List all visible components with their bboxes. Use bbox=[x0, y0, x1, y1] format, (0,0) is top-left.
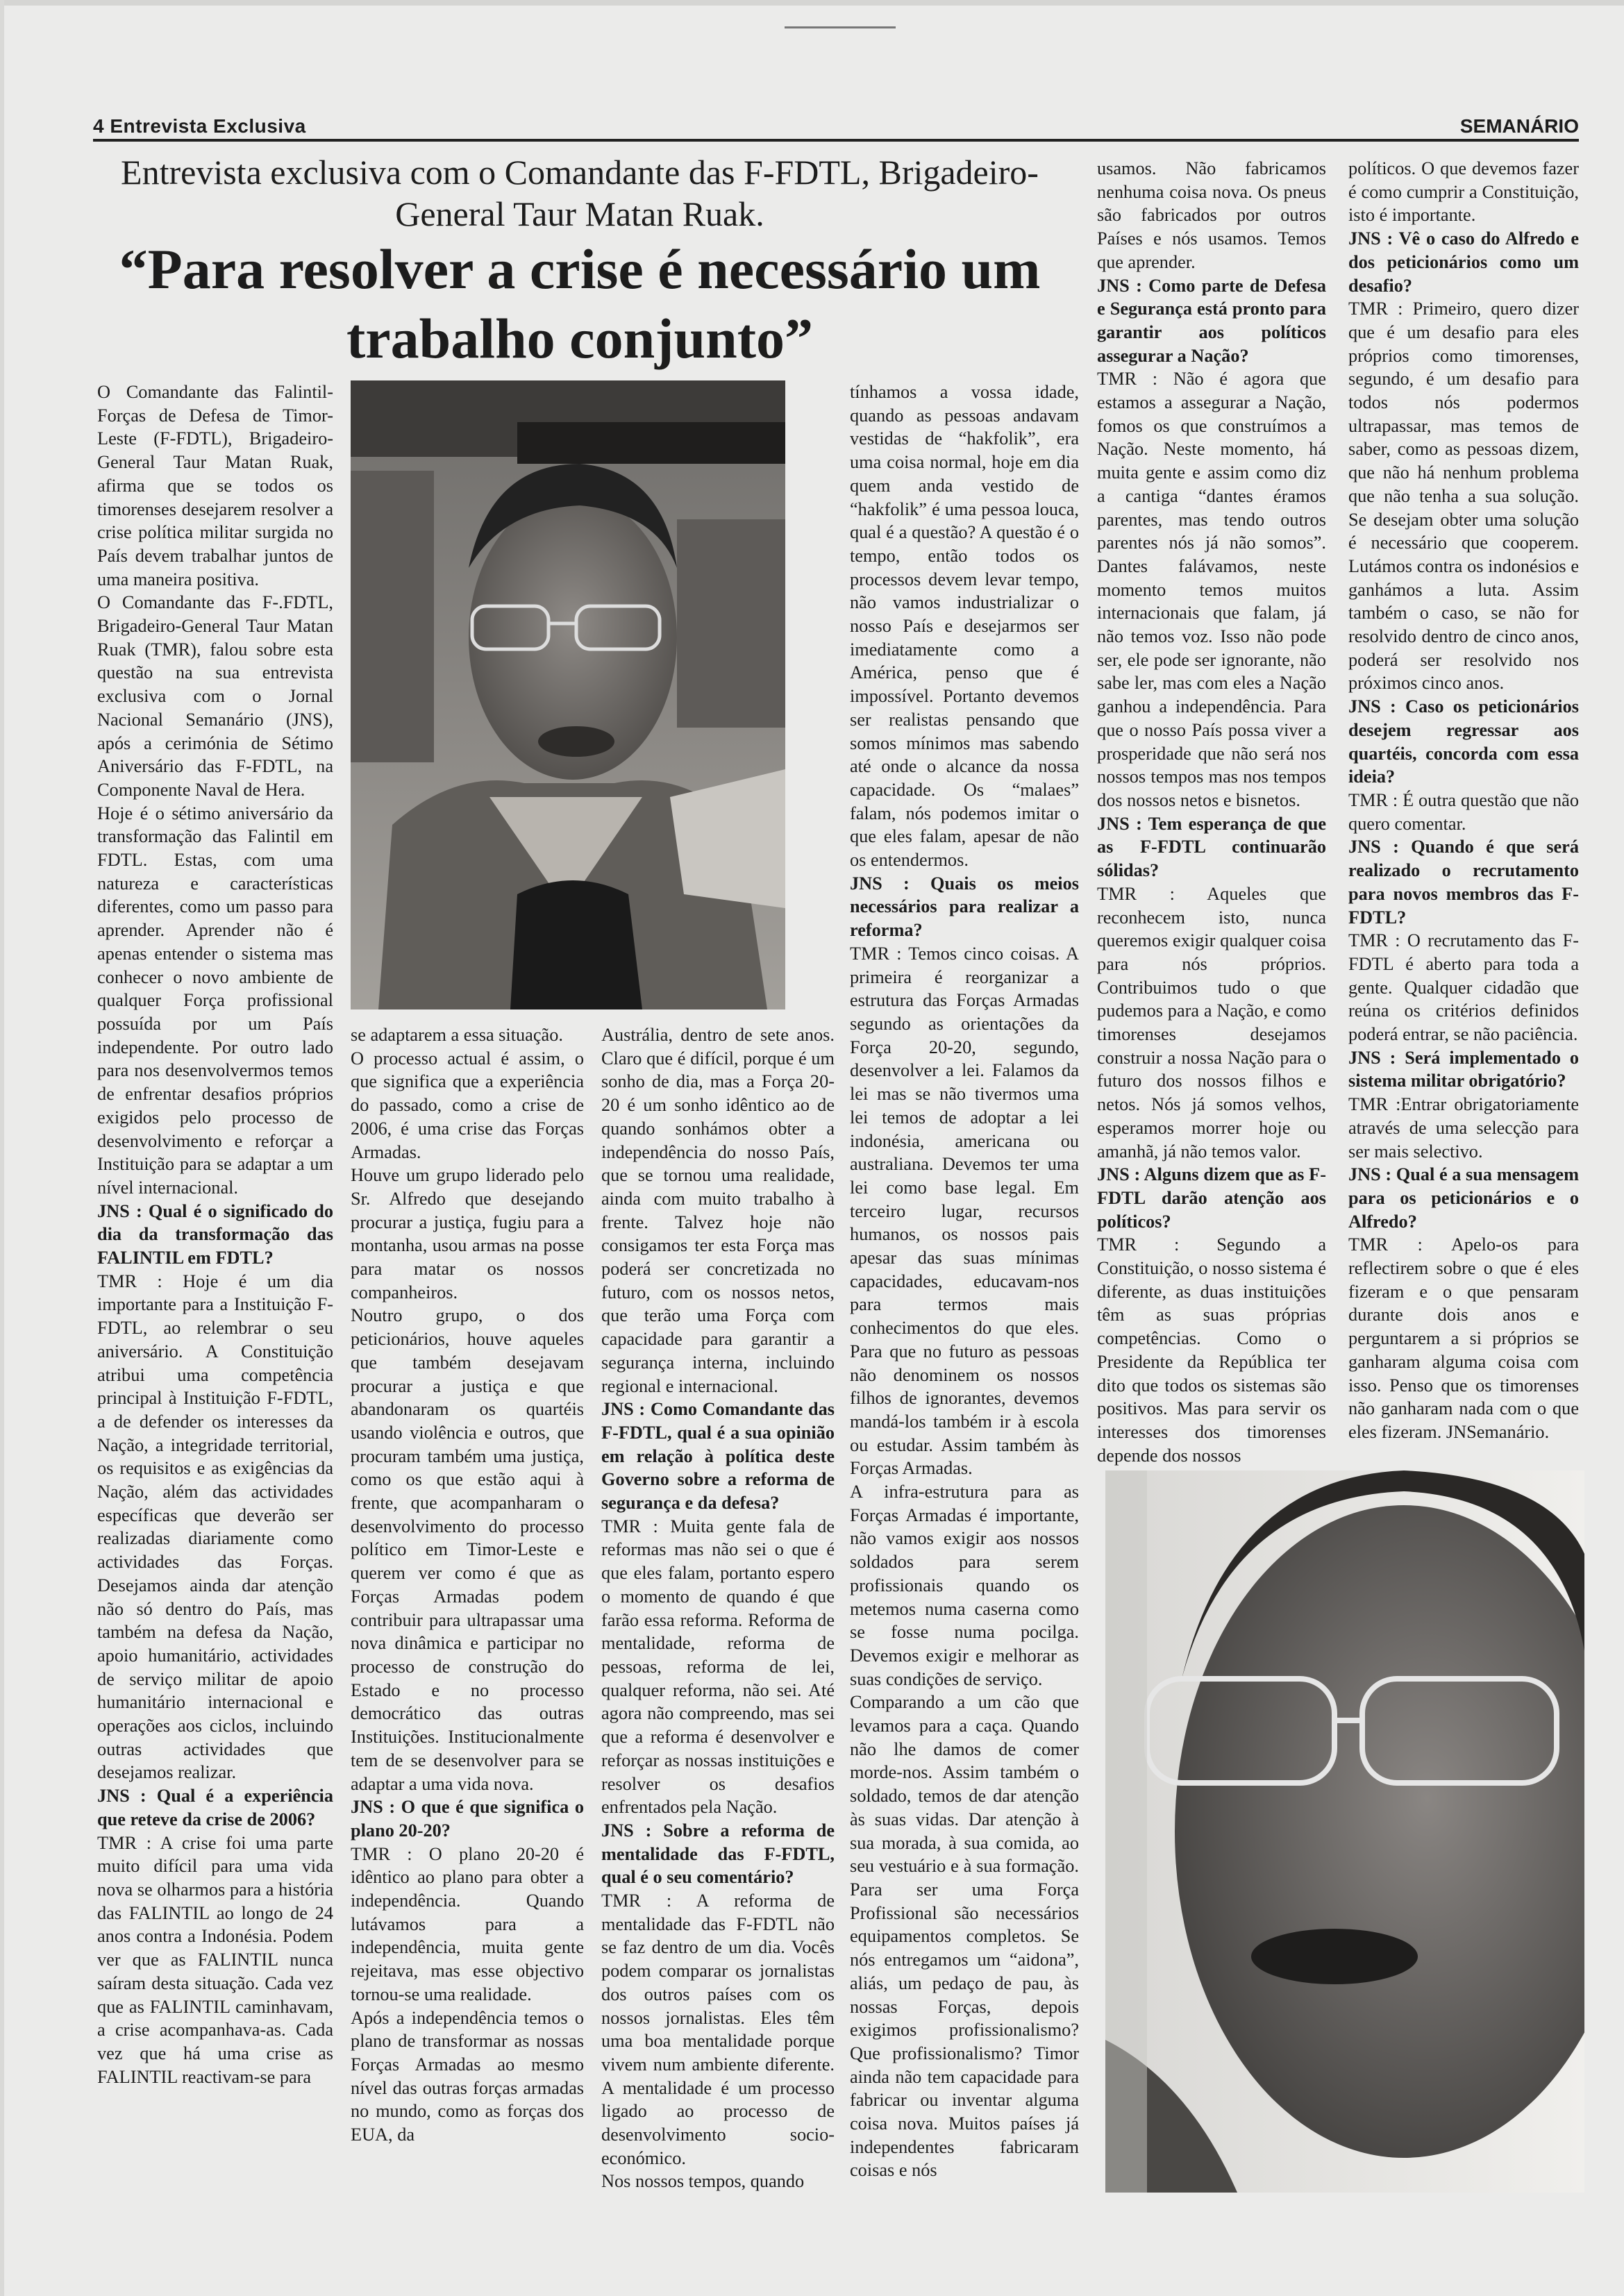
interview-question: JNS : Quais os meios necessários para realizar a reforma? bbox=[850, 873, 1079, 941]
interview-question: JNS : Alguns dizem que as F-FDTL darão atenção aos políticos? bbox=[1097, 1164, 1326, 1232]
article-column-5 bbox=[1348, 157, 1579, 1466]
paragraph: A infra-estrutura para as Forças Armadas é importante, não vamos exigir aos nossos soldados para serem profissionais quando os metemos numa caserna como se fosse numa pocilga. Devemos exigir e melhorar as suas condições de serviço. bbox=[850, 1482, 1079, 1689]
paragraph: TMR : Apelo-os para reflectirem sobre o que é eles fizeram e o que pensaram durante dois anos e perguntarem a si próprios se ganharam alguma coisa com isso. Penso que os timorenses não ganharam nada com o que eles fizeram. JNSemanário. bbox=[1348, 1234, 1579, 1442]
paragraph: TMR : O plano 20-20 é idêntico ao plano para obter a independência. Quando lutávamos para a independência, muita gente rejeitava, mas esse objectivo tornou-se uma realidade. bbox=[351, 1843, 584, 2004]
interview-question: JNS : Tem esperança de que as F-FDTL continuarão sólidas? bbox=[1097, 813, 1326, 881]
paragraph: TMR : Primeiro, quero dizer que é um desafio para eles próprios como timorenses, segundo, é um desafio para todos nós podermos ultrapassar, mas temos de saber, como as pessoas dizem, que não há nenhum problema que não tenha a sua solução. Se desejam obter uma solução é necessário que cooperem. Lutámos contra os indonésios e ganhámos a luta. Assim também o caso, se não for resolvido dentro de cinco anos, poderá ser resolvido nos próximos cinco anos. bbox=[1348, 299, 1579, 694]
paragraph: tínhamos a vossa idade, quando as pessoas andavam vestidas de “hakfolik”, era uma coisa normal, hoje em dia quem anda vestido de “hakfolik” é uma pessoa louca, qual é a questão? A questão é o tempo, então todos os processos devem levar tempo, não vamos industrializar o nosso País e desejarmos ser imediatamente como a América, penso que é impossível. Portanto devemos ser realistas pensando que somos mínimos mas sabendo até onde o alcance da nossa capacidade. Os “malaes” falam, nós podemos imitar o que eles falam, apesar de não os entendermos. bbox=[850, 382, 1079, 871]
interview-question: JNS : Como parte de Defesa e Segurança está pronto para garantir aos políticos assegurar a Nação? bbox=[1097, 275, 1326, 366]
paragraph: TMR : A reforma de mentalidade das F-FDTL não se faz dentro de um dia. Vocês podem comparar os jornalistas dos outros países com os nossos jornalistas. Eles têm uma boa mentalidade porque vivem num ambiente diferente. A mentalidade é um processo ligado ao processo de desenvolvimento socio-económico. bbox=[601, 1891, 835, 2168]
newspaper-brand: SEMANÁRIO bbox=[1459, 115, 1579, 137]
paragraph: TMR :Entrar obrigatoriamente através de uma selecção para ser mais selectivo. bbox=[1348, 1094, 1579, 1162]
article-column-3 bbox=[850, 380, 1079, 2206]
article-column-4 bbox=[1097, 157, 1326, 1466]
paragraph: se adaptarem a essa situação. bbox=[351, 1025, 563, 1045]
paragraph: TMR : Não é agora que estamos a assegurar a Nação, fomos os que construímos a Nação. Neste momento, há muita gente e assim como diz a cantiga “dantes éramos parentes, mas tendo outros parentes nós já não somos”. Dantes falávamos, neste momento temos muitos internacionais que falam, já não temos voz. Isso não pode ser, ele pode ser ignorante, não sabe ler, mas com eles a Nação ganhou a independência. Para que o nosso País possa viver a prosperidade que não será nos nossos tempos mas nos tempos dos nossos netos e bisnetos. bbox=[1097, 369, 1326, 810]
interview-question: JNS : Vê o caso do Alfredo e dos peticionários como um desafio? bbox=[1348, 228, 1579, 296]
paragraph: O Comandante das F-.FDTL, Brigadeiro-General Taur Matan Ruak (TMR), falou sobre esta questão na sua entrevista exclusiva com o Jornal Nacional Semanário (JNS), após a cerimónia de Sétimo Aniversário das F-FDTL, na Componente Naval de Hera. bbox=[97, 592, 333, 800]
paragraph: usamos. Não fabricamos nenhuma coisa nova. Os pneus são fabricados por outros Países e nós usamos. Temos que aprender. bbox=[1097, 158, 1326, 272]
paragraph: TMR : O recrutamento das F-FDTL é aberto para toda a gente. Qualquer cidadão que reúna os critérios definidos poderá entrar, se não paciência. bbox=[1348, 930, 1579, 1045]
paragraph: O processo actual é assim, o que significa que a experiência do passado, como a crise de 2006, é uma crise das Forças Armadas. bbox=[351, 1048, 584, 1162]
article-headline: “Para resolver a crise é necessário um trabalho conjunto” bbox=[119, 237, 1041, 370]
paragraph: TMR : Hoje é um dia importante para a Instituição F-FDTL, ao relembrar o seu aniversário. A Constituição atribui uma competência principal à Instituição F-FDTL, a de defender os interesses da Nação, a integridade territorial, os requisitos e as exigências da Nação, além das actividades específicas que deverão ser realizadas diariamente como actividades das Forças. Desejamos ainda dar atenção não só dentro do País, mas também na defesa da Nação, apoio humanitário, actividades de serviço militar de apoio humanitário internacional e operações aos ciclos, incluindo outras actividades que desejamos realizar. bbox=[97, 1271, 333, 1783]
paragraph: TMR : É outra questão que não quero comentar. bbox=[1348, 789, 1579, 834]
paragraph: Comparando a um cão que levamos para a caça. Quando não lhe damos de comer morde-nos. Assim também o soldado, temos de dar atenção às suas vidas. Dar atenção à sua morada, à sua comida, ao seu vestuário e à sua formação. Para ser uma Força Profissional são necessários equipamentos completos. Se nós entregamos um “aidona”, aliás, um pedaço de pau, às nossas Forças, depois exigimos profissionalismo? Que profissionalismo? Timor ainda não tem capacidade para fabricar ou inventar alguma coisa nova. Muitos países já independentes fabricaram coisas e nós bbox=[850, 1692, 1079, 2181]
scan-edge-left bbox=[0, 0, 4, 2296]
interview-question: JNS : Qual é o significado do dia da transformação das FALINTIL em FDTL? bbox=[97, 1200, 333, 1268]
paragraph: Nos nossos tempos, quando bbox=[601, 2171, 805, 2192]
section-label: 4 Entrevista Exclusiva bbox=[93, 115, 306, 137]
scan-mark bbox=[785, 26, 896, 28]
interview-question: JNS : Qual é a sua mensagem para os peticionários e o Alfredo? bbox=[1348, 1164, 1579, 1232]
interview-question: JNS : Quando é que será realizado o recrutamento para novos membros das F-FDTL? bbox=[1348, 837, 1579, 928]
paragraph: Noutro grupo, o dos peticionários, houve aqueles que também desejavam procurar a justiça e que abandonaram os quartéis usando violência e outros, que procuram também uma justiça, como os que estão aqui à frente, que acompanharam o desenvolvimento do processo político em Timor-Leste e querem ver como é que as Forças Armadas podem contribuir para ultrapassar uma nova dinâmica e participar no processo de construção do Estado e no processo democrático das outras Instituições. Institucionalmente tem de se desenvolver para se adaptar a uma vida nova. bbox=[351, 1305, 584, 1794]
paragraph: TMR : Temos cinco coisas. A primeira é reorganizar a estrutura das Forças Armadas segundo as orientações da Força 20-20, segundo, desenvolver a lei. Falamos da lei mas se não tivermos uma lei temos de adoptar a lei indonésia, americana ou australiana. Devemos ter uma lei como base legal. Em terceiro lugar, recursos humanos, os nossos pais apesar das suas mínimas capacidades, educavam-nos para termos mais conhecimentos do que eles. Para que no futuro as pessoas não denominem os nossos filhos de ignorantes, devemos mandá-los também ir à escola ou estudar. Assim também às Forças Armadas. bbox=[850, 943, 1079, 1479]
interview-question: JNS : Qual é a experiência que reteve da crise de 2006? bbox=[97, 1786, 333, 1829]
paragraph: TMR : Muita gente fala de reformas mas não sei o que é que eles falam, portanto espero o momento de quando é que farão essa reforma. Reforma de mentalidade, reforma de pessoas, reforma de lei, qualquer reforma, não sei. Até agora não compreendo, mas sei que a reforma é desenvolver e reforçar as nossas instituições e resolver os desafios enfrentados pela Nação. bbox=[601, 1516, 835, 1818]
interview-question: JNS : Sobre a reforma de mentalidade das F-FDTL, qual é o seu comentário? bbox=[601, 1820, 835, 1888]
paragraph: Austrália, dentro de sete anos. Claro que é difícil, porque é um sonho de dia, mas a Força 20-20 é um sonho idêntico ao de quando sonhámos obter a independência do nosso País, que se tornou uma realidade, ainda com muito trabalho à frente. Talvez hoje não consigamos ter esta Força mas poderá ser concretizada no futuro, com os nossos netos, que terão uma Força com capacidade para garantir a segurança interna, incluindo regional e internacional. bbox=[601, 1025, 835, 1396]
paragraph: políticos. O que devemos fazer é como cumprir a Constituição, isto é importante. bbox=[1348, 158, 1579, 226]
article-kicker: Entrevista exclusiva com o Comandante das F-FDTL, Brigadeiro-General Taur Matan Ruak. bbox=[121, 153, 1039, 233]
article-column-2 bbox=[351, 1023, 584, 2206]
paragraph: Hoje é o sétimo aniversário da transformação das Falintil em FDTL. Estas, com uma natureza e características diferentes, como um passo para aprender. Aprender não é apenas entender o sistema mas conhecer o novo ambiente de qualquer Força profissional possuída por um País independente. Por outro lado para nos desenvolvermos temos de enfrentar desafios próprios exigidos pelo processo de desenvolvimento e reforçar a Instituição para se adaptar a um nível internacional. bbox=[97, 803, 333, 1198]
scan-edge-top bbox=[0, 0, 1624, 6]
article-column-1 bbox=[97, 380, 333, 2206]
paragraph: TMR : Aqueles que reconhecem isto, nunca queremos exigir qualquer coisa para nós próprios. Contribuimos tudo o que pudemos para a Nação, e como timorenses desejamos construir a nossa Nação para o futuro dos nossos filhos e netos. Nós já somos velhos, esperamos morrer hoje ou amanhã, já não temos valor. bbox=[1097, 883, 1326, 1162]
interview-question: JNS : Como Comandante das F-FDTL, qual é a sua opinião em relação à política deste Governo sobre a reforma de segurança e da defesa? bbox=[601, 1399, 835, 1514]
commander-photo-top bbox=[351, 380, 785, 1009]
paragraph: O Comandante das Falintil-Forças de Defesa de Timor-Leste (F-FDTL), Brigadeiro-General Taur Matan Ruak, afirma que se todos os timorenses desejarem resolver a crise política militar surgida no País devem trabalhar juntos de uma maneira positiva. bbox=[97, 382, 333, 589]
page-header bbox=[93, 111, 1579, 142]
interview-question: JNS : O que é que significa o plano 20-20? bbox=[351, 1797, 584, 1841]
interview-question: JNS : Caso os peticionários desejem regressar aos quartéis, concorda com essa ideia? bbox=[1348, 696, 1579, 787]
commander-photo-bottom bbox=[1105, 1470, 1584, 2193]
paragraph: TMR : A crise foi uma parte muito difícil para uma vida nova se olharmos para a história das FALINTIL ao longo de 24 anos contra a Indonésia. Podem ver que as FALINTIL nunca saíram desta situação. Cada vez que as FALINTIL caminhavam, a crise acompanhava-as. Cada vez que há uma crise as FALINTIL reactivam-se para bbox=[97, 1832, 333, 2087]
paragraph: Após a independência temos o plano de transformar as nossas Forças Armadas ao mesmo nível das outras forças armadas no mundo, como as forças dos EUA, da bbox=[351, 2007, 584, 2145]
paragraph: TMR : Segundo a Constituição, o nosso sistema é diferente, as duas instituições têm as suas próprias competências. Como o Presidente da República ter dito que todos os sistemas são positivos. Mas para servir os interesses dos timorenses depende dos nossos bbox=[1097, 1234, 1326, 1466]
interview-question: JNS : Será implementado o sistema militar obrigatório? bbox=[1348, 1047, 1579, 1091]
paragraph: Houve um grupo liderado pelo Sr. Alfredo que desejando procurar a justiça, fugiu para a montanha, usou armas na posse para matar os nossos companheiros. bbox=[351, 1165, 584, 1302]
article-column-2b bbox=[601, 1023, 835, 2206]
